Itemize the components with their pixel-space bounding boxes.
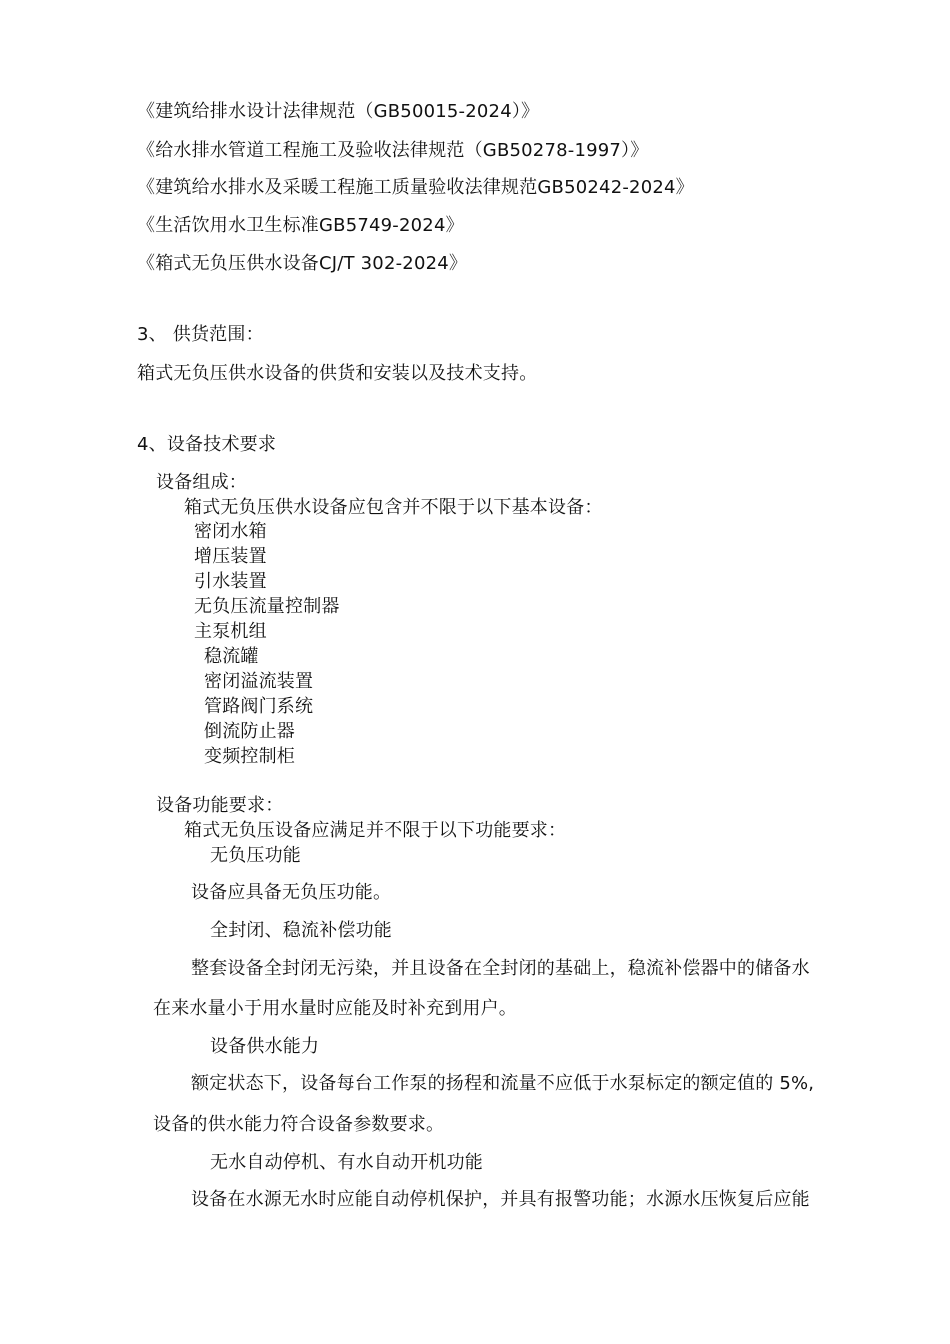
function-title: 无水自动停机、有水自动开机功能 [210, 1152, 483, 1173]
function-text: 设备的供水能力符合设备参数要求。 [153, 1114, 445, 1135]
function-title: 设备供水能力 [210, 1036, 320, 1057]
standard-ref: 《建筑给水排水及采暖工程施工质量验收法律规范GB50242-2024》 [137, 177, 694, 198]
function-text: 设备在水源无水时应能自动停机保护，并具有报警功能；水源水压恢复后应能 [191, 1189, 810, 1210]
section-heading-tech-requirements: 4、设备技术要求 [137, 434, 277, 455]
composition-sub-item: 密闭溢流装置 [204, 671, 314, 692]
function-text: 整套设备全封闭无污染，并且设备在全封闭的基础上，稳流补偿器中的储备水 [191, 958, 810, 979]
composition-item: 引水装置 [194, 571, 267, 592]
function-text: 额定状态下，设备每台工作泵的扬程和流量不应低于水泵标定的额定值的 5%, [191, 1073, 815, 1094]
composition-item: 增压装置 [194, 546, 267, 567]
subheading-function: 设备功能要求： [156, 795, 284, 816]
subheading-composition: 设备组成： [156, 472, 247, 493]
supply-scope-text: 箱式无负压供水设备的供货和安装以及技术支持。 [137, 363, 538, 384]
function-title: 无负压功能 [210, 845, 301, 866]
function-intro: 箱式无负压设备应满足并不限于以下功能要求： [184, 820, 567, 841]
standard-ref: 《给水排水管道工程施工及验收法律规范（GB50278-1997）》 [137, 140, 649, 161]
composition-item: 主泵机组 [194, 621, 267, 642]
standard-ref: 《箱式无负压供水设备CJ/T 302-2024》 [137, 253, 468, 274]
section-heading-supply-scope: 3、 供货范围： [137, 324, 264, 345]
composition-item: 密闭水箱 [194, 521, 267, 542]
composition-sub-item: 管路阀门系统 [204, 696, 314, 717]
composition-sub-item: 变频控制柜 [204, 746, 295, 767]
function-text: 设备应具备无负压功能。 [191, 882, 392, 903]
composition-sub-item: 倒流防止器 [204, 721, 295, 742]
composition-item: 无负压流量控制器 [194, 596, 340, 617]
composition-sub-item: 稳流罐 [204, 646, 259, 667]
composition-intro: 箱式无负压供水设备应包含并不限于以下基本设备： [184, 497, 603, 518]
function-title: 全封闭、稳流补偿功能 [210, 920, 392, 941]
function-text: 在来水量小于用水量时应能及时补充到用户。 [153, 998, 517, 1019]
standard-ref: 《建筑给排水设计法律规范（GB50015-2024）》 [137, 101, 540, 122]
standard-ref: 《生活饮用水卫生标准GB5749-2024》 [137, 215, 464, 236]
